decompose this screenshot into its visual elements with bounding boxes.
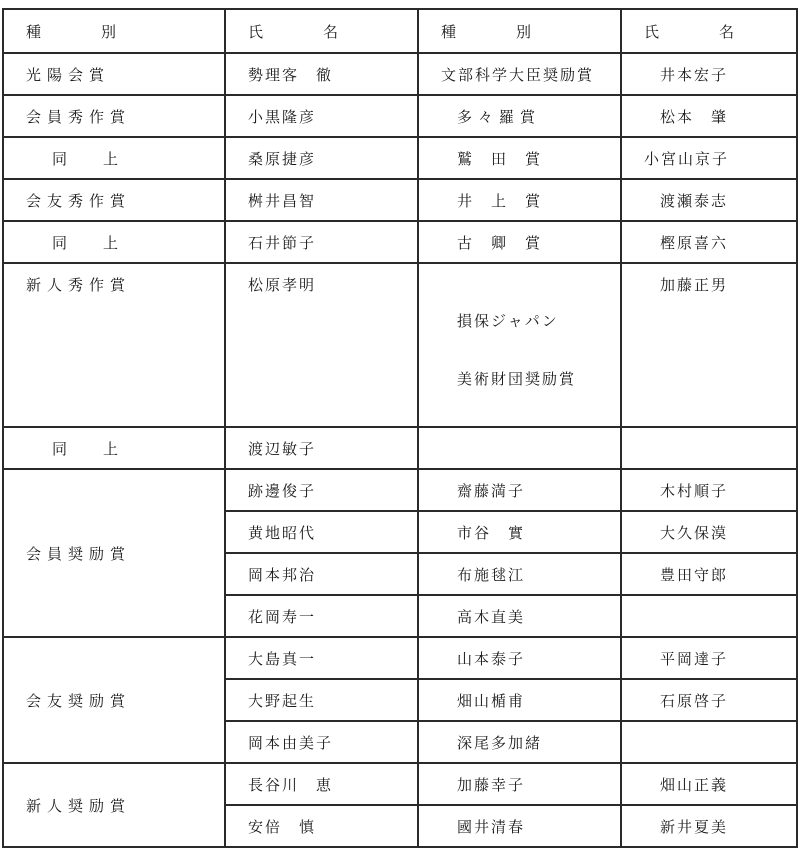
table-row	[3, 469, 797, 511]
empty-cell	[418, 427, 621, 469]
winner-name: 新井夏美	[621, 805, 797, 847]
award-type: 会友秀作賞	[3, 179, 225, 221]
table-row	[3, 137, 797, 179]
winner-name: 布施毬江	[418, 553, 621, 595]
award-type: 鷲 田 賞	[418, 137, 621, 179]
winner-name: 石原啓子	[621, 679, 797, 721]
table-row	[3, 221, 797, 263]
winner-name: 木村順子	[621, 469, 797, 511]
empty-cell	[621, 595, 797, 637]
winner-name: 井本宏子	[621, 53, 797, 95]
award-type-line: 損保ジャパン	[457, 312, 559, 330]
winner-name: 花岡寿一	[225, 595, 418, 637]
award-type: 新人秀作賞	[3, 263, 225, 427]
winner-name: 豊田守郎	[621, 553, 797, 595]
award-type: 会員秀作賞	[3, 95, 225, 137]
table-row	[3, 427, 797, 469]
award-type: 文部科学大臣奨励賞	[418, 53, 621, 95]
winner-name: 小宮山京子	[621, 137, 797, 179]
winner-name: 岡本由美子	[225, 721, 418, 763]
award-type: 同 上	[3, 137, 225, 179]
winner-name: 小黒隆彦	[225, 95, 418, 137]
table-row	[3, 53, 797, 95]
awards-table	[2, 8, 798, 848]
group-award-type: 会員奨励賞	[3, 469, 225, 637]
winner-name: 畑山楯甫	[418, 679, 621, 721]
winner-name: 齋藤満子	[418, 469, 621, 511]
winner-name: 國井清春	[418, 805, 621, 847]
winner-name: 市谷 實	[418, 511, 621, 553]
award-type	[418, 263, 621, 427]
winner-name: 大久保漠	[621, 511, 797, 553]
header-name: 氏 名	[225, 9, 418, 53]
winner-name: 畑山正義	[621, 763, 797, 805]
winner-name: 岡本邦治	[225, 553, 418, 595]
winner-name: 平岡達子	[621, 637, 797, 679]
header-award-type: 種 別	[3, 9, 225, 53]
group-award-type: 会友奨励賞	[3, 637, 225, 763]
award-type: 同 上	[3, 427, 225, 469]
winner-name: 加藤幸子	[418, 763, 621, 805]
award-type: 多々羅賞	[418, 95, 621, 137]
winner-name: 松本 肇	[621, 95, 797, 137]
table-row	[3, 763, 797, 805]
header-row	[3, 9, 797, 53]
winner-name: 大野起生	[225, 679, 418, 721]
winner-name: 渡瀬泰志	[621, 179, 797, 221]
winner-name: 渡辺敏子	[225, 427, 418, 469]
group-award-type: 新人奨励賞	[3, 763, 225, 847]
winner-name: 長谷川 恵	[225, 763, 418, 805]
header-name: 氏 名	[621, 9, 797, 53]
table-row	[3, 95, 797, 137]
winner-name: 高木直美	[418, 595, 621, 637]
winner-name: 勢理客 徹	[225, 53, 418, 95]
table-row	[3, 637, 797, 679]
winner-name: 深尾多加緒	[418, 721, 621, 763]
award-type: 光陽会賞	[3, 53, 225, 95]
empty-cell	[621, 721, 797, 763]
winner-name: 樫原喜六	[621, 221, 797, 263]
winner-name: 松原孝明	[225, 263, 418, 427]
award-type-line: 美術財団奨励賞	[457, 370, 577, 388]
winner-name: 跡邊俊子	[225, 469, 418, 511]
winner-name: 石井節子	[225, 221, 418, 263]
winner-name: 黄地昭代	[225, 511, 418, 553]
winner-name: 加藤正男	[621, 263, 797, 427]
winner-name: 桝井昌智	[225, 179, 418, 221]
award-type: 同 上	[3, 221, 225, 263]
header-award-type: 種 別	[418, 9, 621, 53]
winner-name: 桑原捷彦	[225, 137, 418, 179]
award-type: 古 卿 賞	[418, 221, 621, 263]
empty-cell	[621, 427, 797, 469]
winner-name: 山本泰子	[418, 637, 621, 679]
award-type: 井 上 賞	[418, 179, 621, 221]
table-row	[3, 179, 797, 221]
winner-name: 大島真一	[225, 637, 418, 679]
winner-name: 安倍 慎	[225, 805, 418, 847]
table-row	[3, 263, 797, 427]
